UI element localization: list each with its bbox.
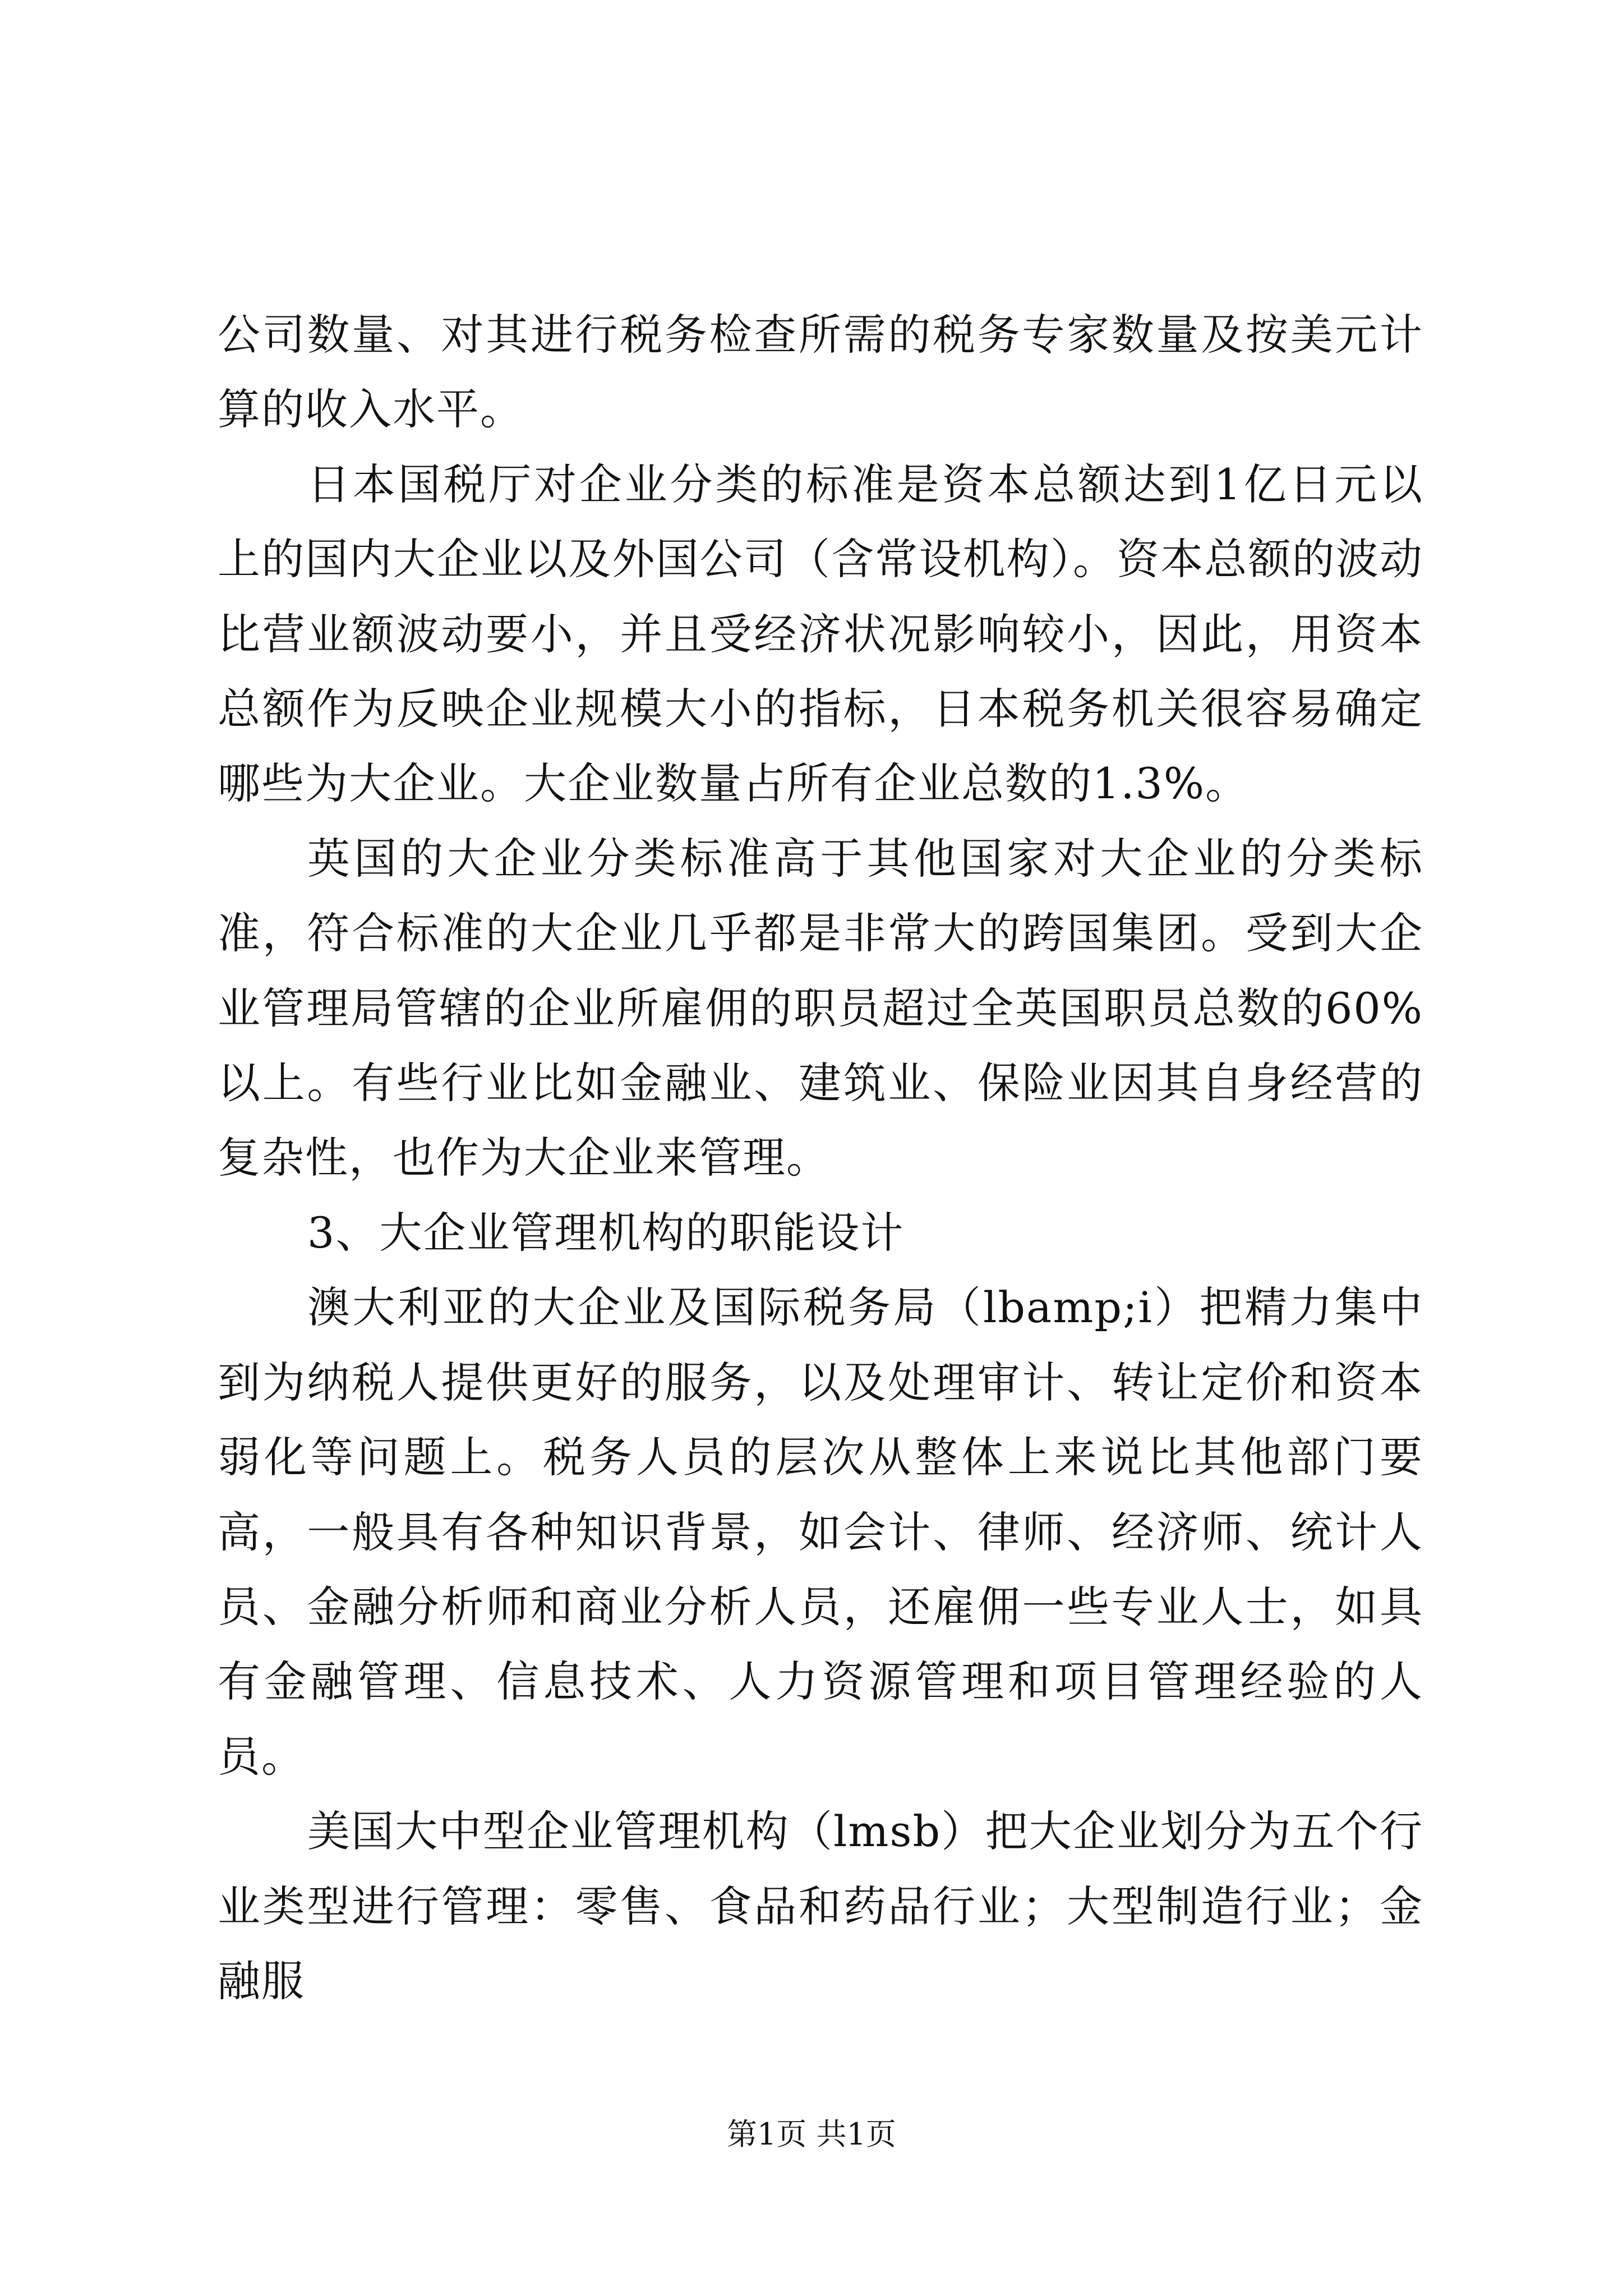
page-footer: 第1页 共1页 — [727, 2116, 896, 2152]
paragraph-continuation: 公司数量、对其进行税务检查所需的税务专家数量及按美元计算的收入水平。 — [218, 310, 1423, 435]
paragraph-uk: 英国的大企业分类标准高于其他国家对大企业的分类标准，符合标准的大企业几乎都是非常大的跨国集团。受到大企业管理局管辖的企业所雇佣的职员超过全英国职员总数的60%以上。有些行业比如金融业、建筑业、保险业因其自身经营的复杂性，也作为大企业来管理。 — [218, 833, 1423, 1183]
paragraph-australia: 澳大利亚的大企业及国际税务局（lbamp;i）把精力集中到为纳税人提供更好的服务，以及处理审计、转让定价和资本弱化等问题上。税务人员的层次从整体上来说比其他部门要高，一般具有各种知识背景，如会计、律师、经济师、统计人员、金融分析师和商业分析人员，还雇佣一些专业人士，如具有金融管理、信息技术、人力资源管理和项目管理经验的人员。 — [218, 1282, 1423, 1782]
paragraph-japan: 日本国税厅对企业分类的标准是资本总额达到1亿日元以上的国内大企业以及外国公司（含常设机构）。资本总额的波动比营业额波动要小，并且受经济状况影响较小，因此，用资本总额作为反映企业规模大小的指标，日本税务机关很容易确定哪些为大企业。大企业数量占所有企业总数的1.3%。 — [218, 459, 1423, 809]
section-heading: 3、大企业管理机构的职能设计 — [307, 1207, 905, 1258]
paragraph-usa: 美国大中型企业管理机构（lmsb）把大企业划分为五个行业类型进行管理：零售、食品和药品行业；大型制造行业；金融服 — [218, 1806, 1423, 2006]
document-body — [218, 297, 1423, 2018]
